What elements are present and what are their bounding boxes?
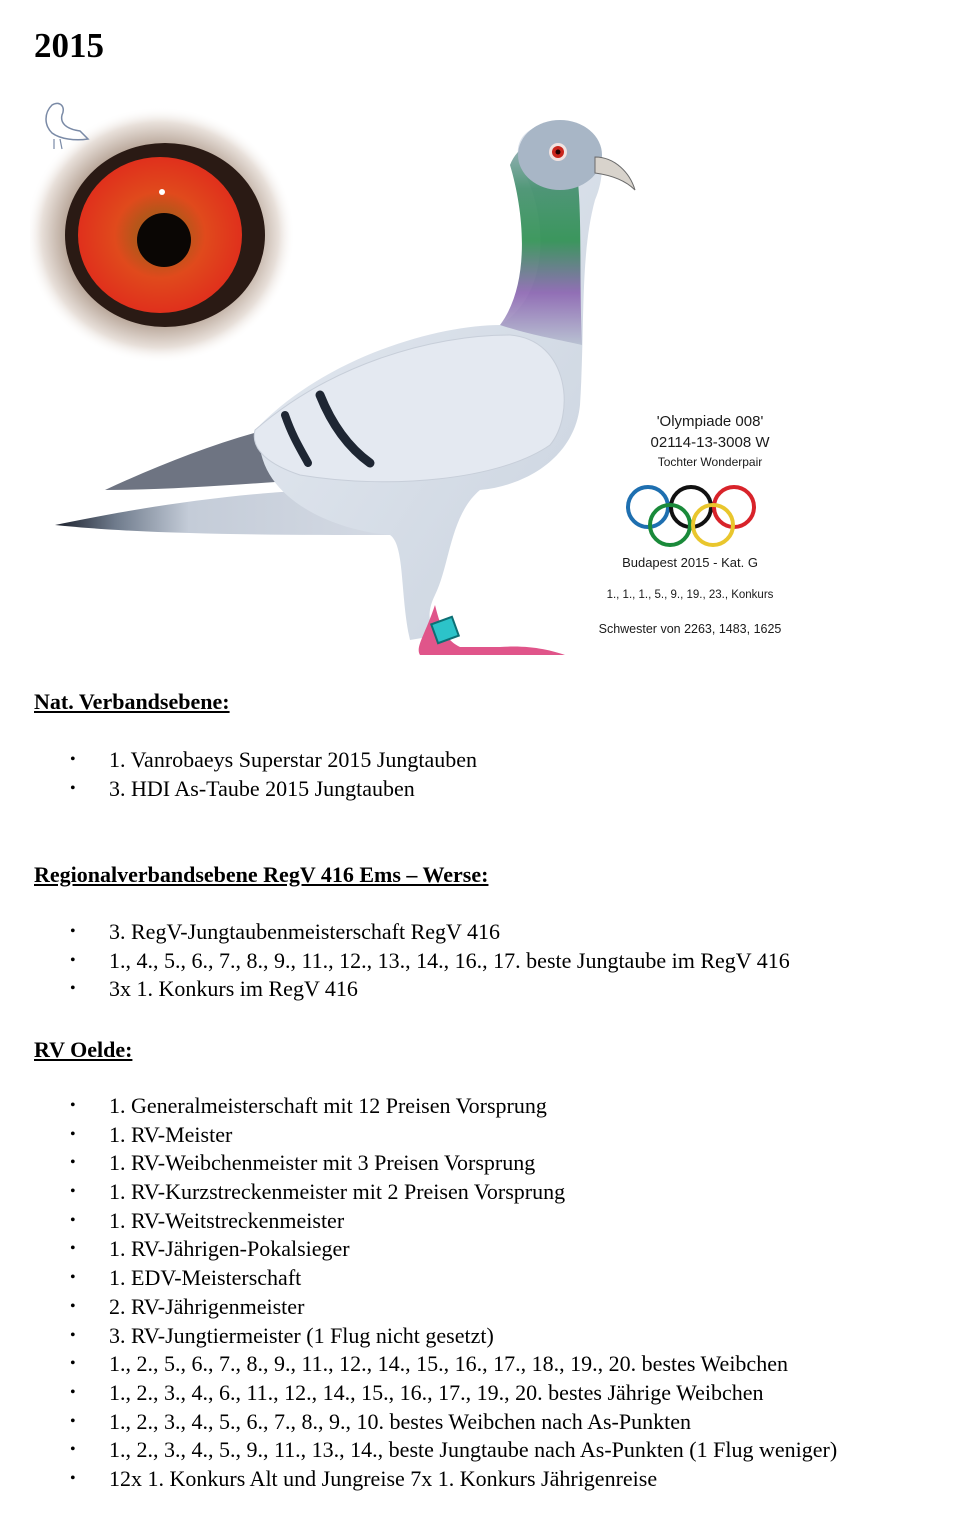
bullet-icon: • — [70, 1383, 76, 1401]
list-item — [0, 1235, 837, 1264]
list-item-text: 1. Generalmeisterschaft mit 12 Preisen Vorsprung — [109, 1093, 547, 1118]
event-results: 1., 1., 1., 5., 9., 19., 23., Konkurs — [606, 589, 774, 601]
list-item-text: 1., 4., 5., 6., 7., 8., 9., 11., 12., 13., 14., 16., 17. beste Jungtaube im RegV 416 — [109, 947, 790, 973]
list-item-text: 3. RV-Jungtiermeister (1 Flug nicht gesetzt) — [109, 1322, 494, 1348]
watermark-logo-icon — [30, 95, 100, 155]
list-item-text: 12x 1. Konkurs Alt und Jungreise 7x 1. Konkurs Jährigenreise — [109, 1465, 658, 1491]
list-item-text: 1. RV-Kurzstreckenmeister mit 2 Preisen Vorsprung — [109, 1179, 566, 1205]
bullet-icon: • — [70, 1269, 76, 1287]
list-item — [0, 746, 477, 775]
bullet-icon: • — [70, 980, 76, 998]
list-item-text: 1. RV-Weitstreckenmeister — [109, 1207, 345, 1233]
bullet-icon: • — [70, 1355, 76, 1373]
bullet-icon: • — [70, 1097, 76, 1114]
section-title-rv-oelde: RV Oelde: — [34, 1037, 133, 1062]
bullet-icon: • — [70, 1183, 76, 1201]
bullet-icon: • — [70, 1211, 76, 1229]
list-item — [0, 775, 477, 804]
bullet-icon: • — [70, 951, 76, 969]
list-item-text: 1. RV-Jährigen-Pokalsieger — [109, 1236, 350, 1262]
list-item — [0, 1178, 837, 1207]
list-item-text: 3. HDI As-Taube 2015 Jungtauben — [109, 775, 415, 801]
list-national — [0, 746, 477, 803]
bullet-icon: • — [70, 923, 76, 940]
list-item — [0, 1092, 837, 1121]
pigeon-name: 'Olympiade 008' — [656, 413, 764, 430]
olympic-rings — [628, 487, 754, 545]
list-item-text: 2. RV-Jährigenmeister — [109, 1293, 305, 1319]
pigeon-figure — [30, 95, 860, 685]
list-item — [0, 1264, 837, 1293]
list-item — [0, 1322, 837, 1351]
list-item-text: 1. RV-Meister — [109, 1121, 233, 1147]
list-item-text: 1., 2., 3., 4., 6., 11., 12., 14., 15., 16., 17., 19., 20. bestes Jährige Weibchen — [109, 1379, 764, 1405]
list-rv-oelde — [0, 1092, 837, 1494]
list-item — [0, 1379, 837, 1408]
bullet-icon: • — [70, 1297, 76, 1315]
list-item — [0, 918, 790, 947]
list-item-text: 1. EDV-Meisterschaft — [109, 1265, 302, 1291]
list-item-text: 3. RegV-Jungtaubenmeisterschaft RegV 416 — [109, 919, 501, 944]
list-item — [0, 1121, 837, 1150]
list-item-text: 3x 1. Konkurs im RegV 416 — [109, 976, 358, 1002]
list-item — [0, 947, 790, 976]
bullet-icon: • — [70, 779, 76, 797]
parentage: Tochter Wonderpair — [657, 455, 763, 469]
list-item — [0, 1436, 837, 1465]
list-item-text: 1., 2., 3., 4., 5., 6., 7., 8., 9., 10. bestes Weibchen nach As-Punkten — [109, 1408, 691, 1434]
list-item — [0, 975, 790, 1004]
sister-note: Schwester von 2263, 1483, 1625 — [598, 622, 782, 636]
ring-number: 02114-13-3008 W — [650, 434, 770, 451]
bullet-icon: • — [70, 1469, 76, 1487]
year-heading: 2015 — [34, 26, 104, 65]
bullet-icon: • — [70, 1240, 76, 1258]
bullet-icon: • — [70, 1154, 76, 1172]
section-title-regional: Regionalverbandsebene RegV 416 Ems – Werse: — [34, 862, 489, 887]
list-item-text: 1., 2., 3., 4., 5., 9., 11., 13., 14., beste Jungtaube nach As-Punkten (1 Flug weniger) — [109, 1437, 838, 1463]
bullet-icon: • — [70, 1326, 76, 1344]
bullet-icon: • — [70, 1125, 76, 1143]
section-title-national: Nat. Verbandsebene: — [34, 689, 230, 714]
list-item-text: 1., 2., 5., 6., 7., 8., 9., 11., 12., 14., 15., 16., 17., 18., 19., 20. bestes Weibchen — [109, 1351, 788, 1377]
list-item — [0, 1207, 837, 1236]
list-item — [0, 1149, 837, 1178]
list-item — [0, 1408, 837, 1437]
list-item — [0, 1465, 837, 1494]
list-item-text: 1. RV-Weibchenmeister mit 3 Preisen Vorsprung — [109, 1150, 536, 1176]
bullet-icon: • — [70, 751, 76, 768]
event-label: Budapest 2015 - Kat. G — [622, 555, 758, 570]
list-item — [0, 1293, 837, 1322]
bullet-icon: • — [70, 1441, 76, 1459]
bullet-icon: • — [70, 1412, 76, 1430]
list-item — [0, 1350, 837, 1379]
list-regional — [0, 918, 790, 1004]
list-item-text: 1. Vanrobaeys Superstar 2015 Jungtauben — [109, 747, 478, 772]
